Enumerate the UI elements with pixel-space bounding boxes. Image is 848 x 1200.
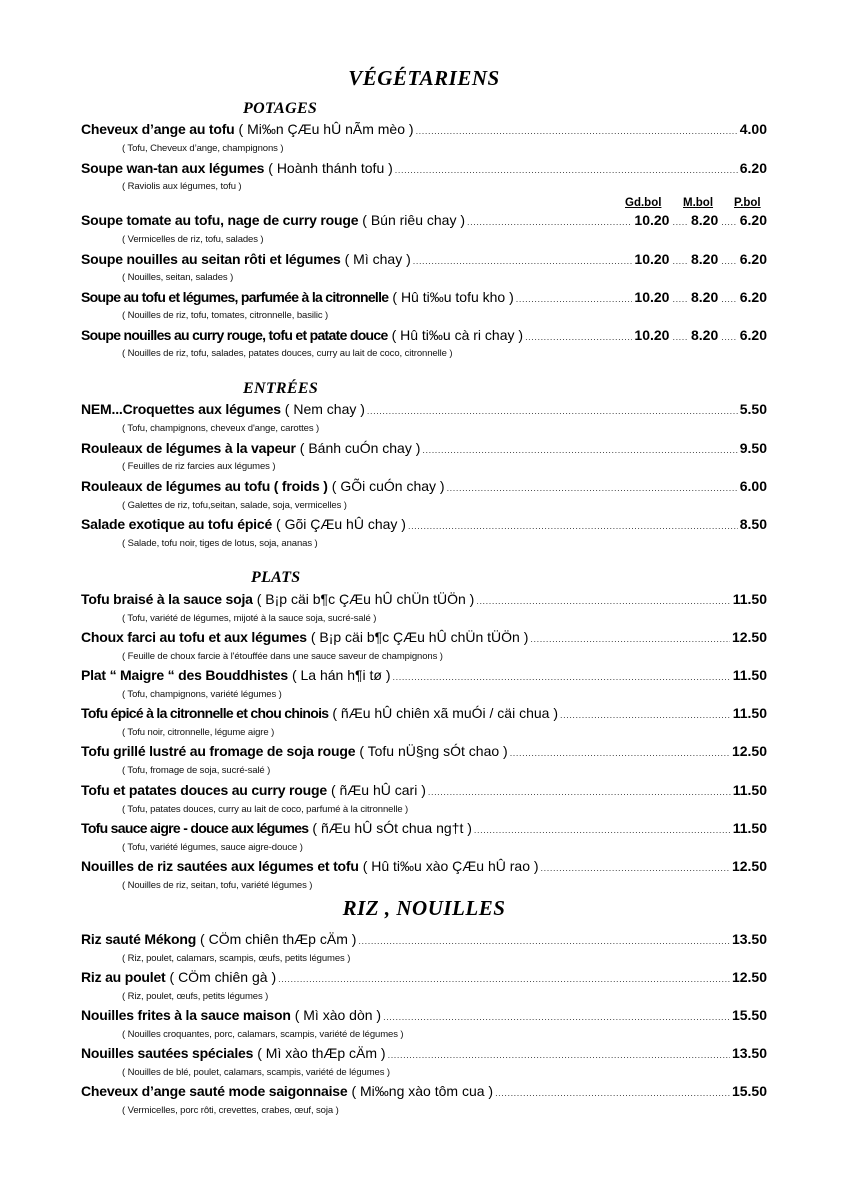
item-description: ( Galettes de riz, tofu,seitan, salade, soja, vermicelles ) [122, 500, 347, 511]
item-description: ( Tofu noir, citronnelle, légume aigre ) [122, 727, 275, 738]
page-title: VÉGÉTARIENS [348, 66, 500, 90]
item-price: 6.00 [739, 478, 767, 494]
item-name: Tofu épicé à la citronnelle et chou chinois [81, 705, 329, 721]
item-name: Cheveux d’ange sauté mode saigonnaise [81, 1083, 348, 1099]
item-price: 12.50 [731, 743, 767, 759]
item-viet-name: ( Mì chay ) [344, 251, 411, 267]
item-price-gd-bol: 10.20 [634, 251, 670, 267]
menu-item [81, 820, 767, 838]
item-description: ( Raviolis aux légumes, tofu ) [122, 181, 242, 192]
column-header-gd-bol: Gd.bol [625, 197, 662, 209]
item-price-p-bol: 6.20 [739, 212, 767, 228]
item-name: Nouilles de riz sautées aux légumes et tofu [81, 858, 359, 874]
item-viet-name: ( Mì xào thÆp cÄm ) [257, 1045, 386, 1061]
item-price: 8.50 [739, 516, 767, 532]
item-price-m-bol: 8.20 [690, 251, 719, 267]
item-viet-name: ( ñÆu hÛ chiên xã muÓi / cäi chua ) [332, 705, 559, 721]
item-description: ( Nouilles, seitan, salades ) [122, 272, 234, 283]
item-price: 12.50 [731, 629, 767, 645]
item-name: Nouilles sautées spéciales [81, 1045, 254, 1061]
menu-item [81, 931, 767, 949]
item-viet-name: ( ñÆu hÛ cari ) [330, 782, 426, 798]
item-name: NEM...Croquettes aux légumes [81, 401, 281, 417]
leader-dots [383, 1012, 730, 1022]
menu-item [81, 782, 767, 800]
item-name: Rouleaux de légumes au tofu ( froids ) [81, 478, 328, 494]
item-description: ( Tofu, variété légumes, sauce aigre-douce ) [122, 842, 303, 853]
item-description: ( Nouilles de blé, poulet, calamars, scampis, variété de légumes ) [122, 1067, 390, 1078]
item-price: 5.50 [739, 401, 767, 417]
item-viet-name: ( Mi‰ng xào tôm cua ) [351, 1083, 494, 1099]
item-description: ( Vermicelles de riz, tofu, salades ) [122, 234, 264, 245]
menu-item [81, 667, 767, 685]
item-viet-name: ( Mi‰n ÇÆu hÛ nÃm mèo ) [238, 121, 414, 137]
item-description: ( Tofu, champignons, variété légumes ) [122, 689, 282, 700]
leader-dots [408, 521, 738, 531]
item-price: 15.50 [731, 1083, 767, 1099]
item-name: Soupe au tofu et légumes, parfumée à la citronnelle [81, 289, 389, 305]
leader-dots [367, 406, 738, 416]
item-description: ( Tofu, fromage de soja, sucré-salé ) [122, 765, 271, 776]
item-name: Soupe nouilles au seitan rôti et légumes [81, 251, 341, 267]
menu-item [81, 478, 767, 496]
leader-dots [393, 672, 731, 682]
item-price-m-bol: 8.20 [690, 212, 719, 228]
item-viet-name: ( Nem chay ) [284, 401, 365, 417]
item-description: ( Riz, poulet, calamars, scampis, œufs, petits légumes ) [122, 953, 351, 964]
leader-dots [467, 217, 632, 227]
item-name: Salade exotique au tofu épicé [81, 516, 273, 532]
leader-dots [541, 863, 730, 873]
item-viet-name: ( Bánh cuÓn chay ) [299, 440, 421, 456]
menu-item: Soupe tomate au tofu, nage de curry rouge ( Bún riêu chay ) ..... 10.20 ..... 8.20 ..... 6.20 [81, 212, 767, 230]
menu-item [81, 516, 767, 534]
item-description: ( Tofu, Cheveux d’ange, champignons ) [122, 143, 284, 154]
item-name: Tofu grillé lustré au fromage de soja rouge [81, 743, 356, 759]
menu-item: Soupe nouilles au seitan rôti et légumes ( Mì chay ) ..... 10.20 ..... 8.20 ..... 6.20 [81, 251, 767, 269]
section-heading-potages: POTAGES [243, 100, 318, 117]
section-heading-riz-nouilles: RIZ , NOUILLES [342, 896, 506, 920]
item-name: Choux farci au tofu et aux légumes [81, 629, 307, 645]
item-name: Tofu braisé à la sauce soja [81, 591, 253, 607]
item-description: ( Nouilles croquantes, porc, calamars, scampis, variété de légumes ) [122, 1029, 404, 1040]
menu-item: Soupe au tofu et légumes, parfumée à la citronnelle ( Hû ti‰u tofu kho ) ..... 10.20 ..... 8.20 ..... 6.20 [81, 289, 767, 307]
leader-dots [560, 710, 731, 720]
item-description: ( Feuilles de riz farcies aux légumes ) [122, 461, 276, 472]
item-price-gd-bol: 10.20 [634, 212, 670, 228]
item-price: 11.50 [732, 782, 767, 798]
section-heading-plats: PLATS [251, 569, 301, 586]
item-viet-name: ( CÖm chiên gà ) [169, 969, 277, 985]
leader-dots [495, 1088, 730, 1098]
item-price-gd-bol: 10.20 [634, 289, 670, 305]
menu-item [81, 591, 767, 609]
item-price-p-bol: 6.20 [739, 327, 767, 343]
item-price: 11.50 [732, 591, 767, 607]
menu-item [81, 1007, 767, 1025]
leader-dots [516, 294, 633, 304]
leader-dots [530, 634, 730, 644]
item-viet-name: ( ñÆu hÛ sÓt chua ng†t ) [312, 820, 472, 836]
item-viet-name: ( Hoành thánh tofu ) [268, 160, 393, 176]
item-price: 15.50 [731, 1007, 767, 1023]
leader-dots [395, 165, 738, 175]
item-price-p-bol: 6.20 [739, 251, 767, 267]
section-heading-entrees: ENTRÉES [243, 380, 319, 397]
menu-item [81, 401, 767, 419]
item-price: 13.50 [731, 931, 767, 947]
item-description: ( Feuille de choux farcie à l'étouffée dans une sauce saveur de champignons ) [122, 651, 443, 662]
leader-dots [358, 936, 730, 946]
leader-dots [476, 596, 730, 606]
menu-item [81, 1083, 767, 1101]
item-description: ( Nouilles de riz, tofu, tomates, citronnelle, basilic ) [122, 310, 329, 321]
item-name: Soupe wan-tan aux légumes [81, 160, 265, 176]
item-price: 6.20 [739, 160, 767, 176]
item-viet-name: ( Hû ti‰u tofu kho ) [392, 289, 514, 305]
menu-item [81, 121, 767, 139]
item-description: ( Tofu, patates douces, curry au lait de coco, parfumé à la citronnelle ) [122, 804, 409, 815]
item-name: Riz sauté Mékong [81, 931, 197, 947]
item-price: 12.50 [731, 969, 767, 985]
leader-dots [428, 787, 731, 797]
item-description: ( Salade, tofu noir, tiges de lotus, soja, ananas ) [122, 538, 318, 549]
menu-item [81, 1045, 767, 1063]
item-viet-name: ( Hû ti‰u cà ri chay ) [391, 327, 524, 343]
item-viet-name: ( B¡p cäi b¶c ÇÆu hÛ chÜn tÜÖn ) [256, 591, 475, 607]
item-name: Riz au poulet [81, 969, 166, 985]
item-name: Tofu et patates douces au curry rouge [81, 782, 327, 798]
item-price: 13.50 [731, 1045, 767, 1061]
item-viet-name: ( CÖm chiên thÆp cÄm ) [200, 931, 357, 947]
item-description: ( Tofu, variété de légumes, mijoté à la sauce soja, sucré-salé ) [122, 613, 377, 624]
menu-item [81, 743, 767, 761]
item-name: Soupe tomate au tofu, nage de curry rouge [81, 212, 359, 228]
leader-dots [474, 825, 731, 835]
leader-dots [525, 332, 632, 342]
item-price: 4.00 [739, 121, 767, 137]
menu-item [81, 160, 767, 178]
item-name: Plat “ Maigre “ des Bouddhistes [81, 667, 288, 683]
item-price: 11.50 [732, 667, 767, 683]
item-price: 11.50 [732, 820, 767, 836]
item-viet-name: ( Hû ti‰u xào ÇÆu hÛ rao ) [362, 858, 539, 874]
item-price: 11.50 [732, 705, 767, 721]
leader-dots [278, 974, 730, 984]
leader-dots [447, 483, 738, 493]
leader-dots [422, 445, 737, 455]
item-price-gd-bol: 10.20 [634, 327, 670, 343]
item-viet-name: ( La hán h¶i tø ) [291, 667, 391, 683]
item-description: ( Nouilles de riz, tofu, salades, patates douces, curry au lait de coco, citronnelle ) [122, 348, 453, 359]
leader-dots [388, 1050, 730, 1060]
item-name: Rouleaux de légumes à la vapeur [81, 440, 296, 456]
item-price-m-bol: 8.20 [690, 327, 719, 343]
item-description: ( Vermicelles, porc rôti, crevettes, crabes, œuf, soja ) [122, 1105, 339, 1116]
menu-item: Soupe nouilles au curry rouge, tofu et patate douce ( Hû ti‰u cà ri chay ) ..... 10.20 ..... 8.20 ..... 6.20 [81, 327, 767, 345]
item-price: 12.50 [731, 858, 767, 874]
item-viet-name: ( Tofu nÜ§ng sÓt chao ) [359, 743, 508, 759]
item-description: ( Riz, poulet, œufs, petits légumes ) [122, 991, 269, 1002]
item-viet-name: ( GÕi cuÓn chay ) [331, 478, 445, 494]
menu-item [81, 440, 767, 458]
item-name: Cheveux d’ange au tofu [81, 121, 235, 137]
leader-dots [413, 256, 633, 266]
item-viet-name: ( Gõi ÇÆu hÛ chay ) [276, 516, 406, 532]
item-name: Tofu sauce aigre - douce aux légumes [81, 820, 309, 836]
item-viet-name: ( Bún riêu chay ) [362, 212, 466, 228]
item-viet-name: ( Mì xào dòn ) [294, 1007, 382, 1023]
column-header-p-bol: P.bol [734, 197, 761, 209]
menu-item [81, 629, 767, 647]
item-name: Nouilles frites à la sauce maison [81, 1007, 291, 1023]
menu-item [81, 705, 767, 723]
item-viet-name: ( B¡p cäi b¶c ÇÆu hÛ chÜn tÜÖn ) [310, 629, 529, 645]
item-name: Soupe nouilles au curry rouge, tofu et patate douce [81, 327, 388, 343]
item-description: ( Nouilles de riz, seitan, tofu, variété légumes ) [122, 880, 313, 891]
leader-dots [510, 748, 730, 758]
item-price: 9.50 [739, 440, 767, 456]
leader-dots [416, 126, 738, 136]
item-price-m-bol: 8.20 [690, 289, 719, 305]
menu-item [81, 858, 767, 876]
menu-item [81, 969, 767, 987]
item-description: ( Tofu, champignons, cheveux d'ange, carottes ) [122, 423, 320, 434]
item-price-p-bol: 6.20 [739, 289, 767, 305]
column-header-m-bol: M.bol [683, 197, 714, 209]
